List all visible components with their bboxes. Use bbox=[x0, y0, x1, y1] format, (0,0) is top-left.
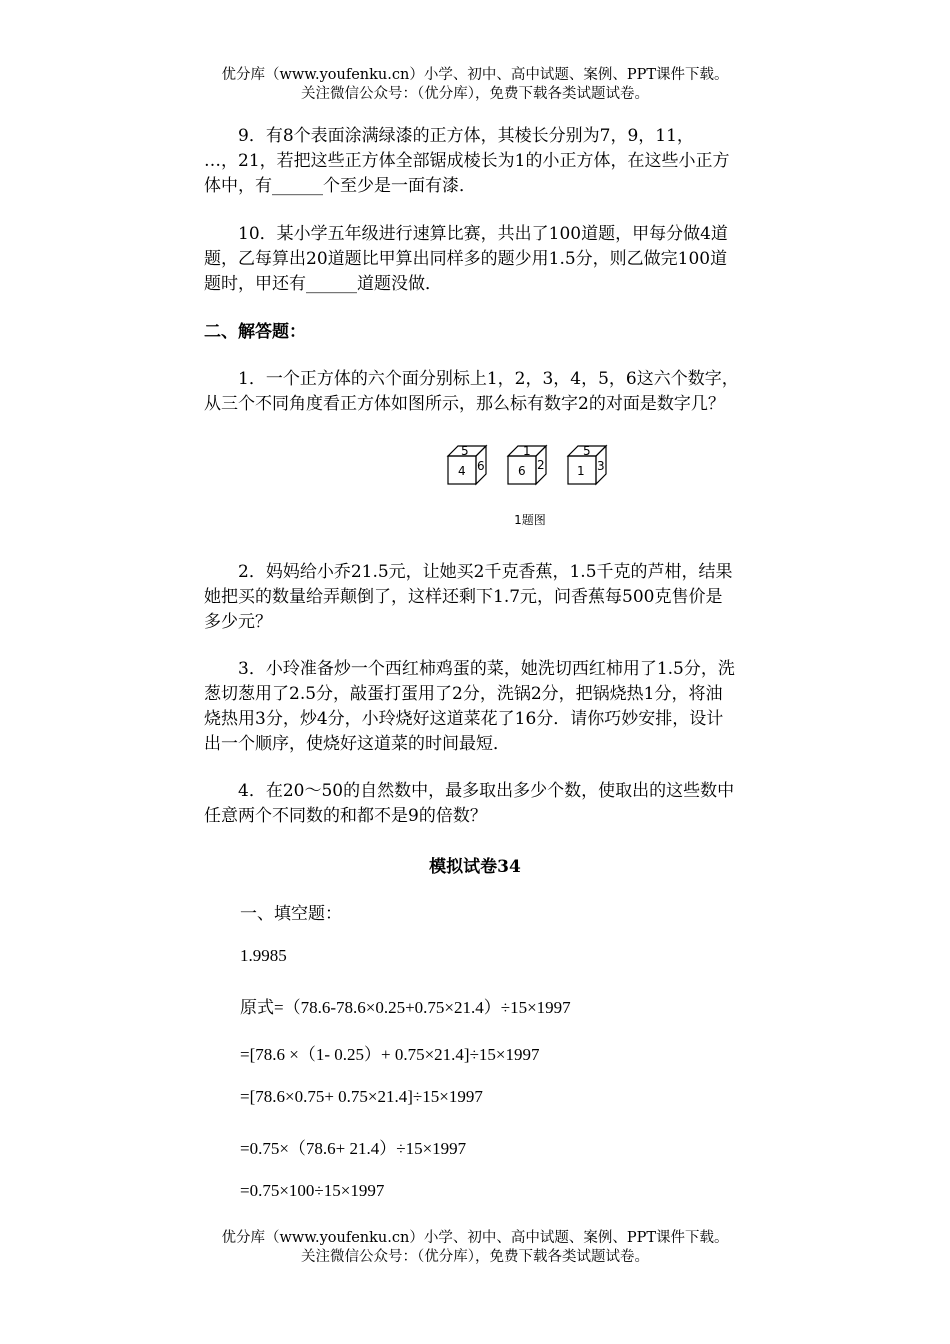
math-line-2: =[78.6 ×（1- 0.25）+ 0.75×21.4]÷15×1997 bbox=[240, 1045, 540, 1064]
math-line-5: =0.75×100÷15×1997 bbox=[240, 1181, 385, 1200]
solve-question-2 bbox=[204, 560, 814, 635]
q10-line-1: 10．某小学五年级进行速算比赛，共出了100道题，甲每分做4道 bbox=[238, 224, 728, 244]
s1-line-1: 1．一个正方体的六个面分别标上1，2，3，4，5，6这六个数字， bbox=[238, 369, 739, 389]
s3-line-4: 出一个顺序，使烧好这道菜的时间最短． bbox=[204, 734, 510, 754]
q9-line-1: 9．有8个表面涂满绿漆的正方体，其棱长分别为7，9，11， bbox=[238, 126, 694, 146]
math-line-3: =[78.6×0.75+ 0.75×21.4]÷15×1997 bbox=[240, 1087, 483, 1106]
s1-line-2: 从三个不同角度看正方体如图所示，那么标有数字2的对面是数字几？ bbox=[204, 394, 725, 414]
exam-title: 模拟试卷34 bbox=[429, 857, 521, 877]
answer-1: 1.9985 bbox=[240, 946, 287, 965]
solve-question-4 bbox=[204, 779, 814, 829]
cube-1-front: 4 bbox=[458, 464, 466, 478]
footer-line-2: 关注微信公众号：（优分库），免费下载各类试题试卷。 bbox=[301, 1249, 649, 1265]
q10-line-3: 题时，甲还有______道题没做． bbox=[204, 274, 442, 294]
s3-line-1: 3．小玲准备炒一个西红柿鸡蛋的菜，她洗切西红柿用了1.5分，洗 bbox=[238, 659, 735, 679]
cube-2-top: 1 bbox=[523, 444, 531, 458]
cube-2-front: 6 bbox=[518, 464, 526, 478]
cube-3-front: 1 bbox=[577, 464, 585, 478]
question-10 bbox=[204, 222, 814, 297]
cube-2 bbox=[508, 444, 546, 484]
math-line-4: =0.75×（78.6+ 21.4）÷15×1997 bbox=[240, 1139, 467, 1158]
cube-1-top: 5 bbox=[461, 444, 469, 458]
q9-line-2: …，21，若把这些正方体全部锯成棱长为1的小正方体，在这些小正方 bbox=[204, 151, 730, 171]
header-line-1: 优分库（www.youfenku.cn）小学、初中、高中试题、案例、PPT课件下载。 bbox=[221, 67, 729, 83]
cube-3-right: 3 bbox=[597, 459, 605, 473]
figure-caption: 1题图 bbox=[514, 513, 546, 527]
cube-2-right: 2 bbox=[537, 458, 545, 472]
solve-question-3 bbox=[204, 657, 814, 757]
cube-3 bbox=[568, 444, 606, 484]
header-line-2: 关注微信公众号：（优分库），免费下载各类试题试卷。 bbox=[301, 86, 649, 102]
footer-line-1: 优分库（www.youfenku.cn）小学、初中、高中试题、案例、PPT课件下载。 bbox=[221, 1230, 729, 1246]
s2-line-3: 多少元？ bbox=[204, 612, 272, 632]
s4-line-1: 4．在20～50的自然数中，最多取出多少个数，使取出的这些数中 bbox=[238, 781, 735, 801]
s3-line-2: 葱切葱用了2.5分，敲蛋打蛋用了2分，洗锅2分，把锅烧热1分，将油 bbox=[204, 684, 723, 704]
section-2-heading: 二、解答题： bbox=[204, 322, 306, 342]
page-header bbox=[0, 66, 950, 104]
s4-line-2: 任意两个不同数的和都不是9的倍数？ bbox=[204, 806, 487, 826]
cube-1-right: 6 bbox=[477, 459, 485, 473]
math-line-1: 原式=（78.6-78.6×0.25+0.75×21.4）÷15×1997 bbox=[240, 998, 571, 1017]
cube-1 bbox=[448, 444, 486, 484]
answers-heading: 一、填空题： bbox=[240, 904, 342, 923]
question-9 bbox=[204, 124, 814, 199]
s3-line-3: 烧热用3分，炒4分，小玲烧好这道菜花了16分．请你巧妙安排，设计 bbox=[204, 709, 724, 729]
q9-line-3: 体中，有______个至少是一面有漆． bbox=[204, 176, 476, 196]
solve-question-1 bbox=[204, 367, 814, 417]
s2-line-1: 2．妈妈给小乔21.5元，让她买2千克香蕉，1.5千克的芦柑，结果 bbox=[238, 562, 733, 582]
cube-3-top: 5 bbox=[583, 444, 591, 458]
q10-line-2: 题，乙每算出20道题比甲算出同样多的题少用1.5分，则乙做完100道 bbox=[204, 249, 728, 269]
page-footer bbox=[0, 1229, 950, 1267]
s2-line-2: 她把买的数量给弄颠倒了，这样还剩下1.7元，问香蕉每500克售价是 bbox=[204, 587, 723, 607]
cube-figure bbox=[445, 438, 615, 488]
